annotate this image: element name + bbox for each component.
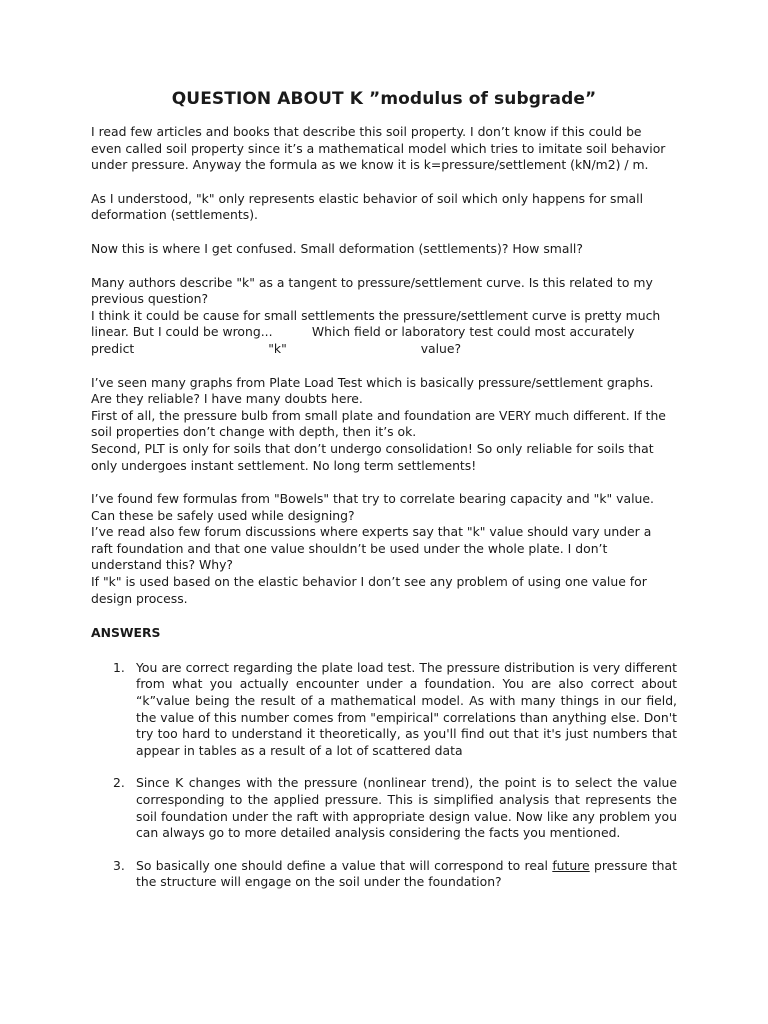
- text-line: deformation (settlements).: [91, 207, 258, 223]
- text-line: soil properties don’t change with depth, then it’s ok.: [91, 424, 417, 440]
- text-line: Can these be safely used while designing?: [91, 507, 355, 523]
- answer-text: So basically one should define a value that will correspond to real: [136, 857, 553, 873]
- underlined-word: future: [552, 857, 590, 873]
- answer-text: You are correct regarding the plate load test. The pressure distribution is very different from what you actually encounter under a foundation. You are also correct about “k”value being the result of a mathematical model. As with many things in our field, the value of this number comes from "empirical" correlations than anything else. Don't try too hard to understand it theoretically, as you'll find out that it's just numbers that appear in tables as a result of a lot of scattered data: [136, 659, 677, 758]
- text-line: I’ve seen many graphs from Plate Load Test which is basically pressure/settlement graphs.: [91, 374, 654, 390]
- answer-number: 2.: [113, 775, 125, 791]
- text-line: Are they reliable? I have many doubts here.: [91, 391, 363, 407]
- text-line: raft foundation and that one value shouldn’t be used under the whole plate. I don’t: [91, 540, 608, 556]
- text-line: previous question?: [91, 291, 209, 307]
- answer-item-3: [91, 858, 677, 891]
- answers-heading: ANSWERS: [91, 625, 161, 641]
- text-line: I’ve read also few forum discussions where experts say that "k" value should vary under a: [91, 524, 652, 540]
- text-line: Many authors describe "k" as a tangent to pressure/settlement curve. Is this related to my: [91, 274, 653, 290]
- answer-number: 1.: [113, 659, 125, 675]
- question-paragraph-3: [91, 241, 677, 258]
- answer-item-2: [91, 775, 677, 841]
- text-line: First of all, the pressure bulb from small plate and foundation are VERY much different. If the: [91, 407, 666, 423]
- question-paragraph-5: [91, 375, 677, 475]
- document-body: [91, 124, 677, 907]
- answer-item-1: [91, 660, 677, 760]
- question-paragraph-4: [91, 275, 677, 358]
- text-line: I’ve found few formulas from "Bowels" that try to correlate bearing capacity and "k" value.: [91, 491, 654, 507]
- answer-number: 3.: [113, 857, 125, 873]
- text-line: understand this? Why?: [91, 557, 233, 573]
- text-line: only undergoes instant settlement. No long term settlements!: [91, 457, 477, 473]
- document-title: QUESTION ABOUT K ”modulus of subgrade”: [171, 89, 597, 109]
- text-line: under pressure. Anyway the formula as we know it is k=pressure/settlement (kN/m2) / m.: [91, 157, 649, 173]
- answer-text: Since K changes with the pressure (nonlinear trend), the point is to select the value corresponding to the applied pressure. This is simplified analysis that represents the soil foundation under the raft with appropriate design value. Now like any problem you can always go to more detailed analysis considering the facts you mentioned.: [136, 775, 677, 841]
- text-line: As I understood, "k" only represents elastic behavior of soil which only happens for small: [91, 190, 644, 206]
- text-line: I read few articles and books that describe this soil property. I don’t know if this could be: [91, 124, 642, 139]
- answer-text-end: pressure that the structure will engage on the soil under the foundation?: [136, 857, 677, 890]
- text-line: Second, PLT is only for soils that don’t undergo consolidation! So only reliable for soils that: [91, 440, 654, 456]
- text-line: I think it could be cause for small settlements the pressure/settlement curve is pretty much: [91, 307, 661, 323]
- answers-list: [91, 660, 677, 891]
- question-paragraph-1: [91, 124, 677, 174]
- text-line: even called soil property since it’s a mathematical model which tries to imitate soil behavior: [91, 140, 666, 156]
- text-line: predict "k" value?: [91, 340, 462, 356]
- question-paragraph-2: [91, 191, 677, 224]
- text-line: design process.: [91, 590, 188, 606]
- text-line: linear. But I could be wrong... Which field or laboratory test could most accurately: [91, 324, 635, 340]
- text-line: If "k" is used based on the elastic behavior I don’t see any problem of using one value for: [91, 574, 647, 590]
- question-paragraph-6: [91, 491, 677, 607]
- text-line: Now this is where I get confused. Small deformation (settlements)? How small?: [91, 240, 583, 256]
